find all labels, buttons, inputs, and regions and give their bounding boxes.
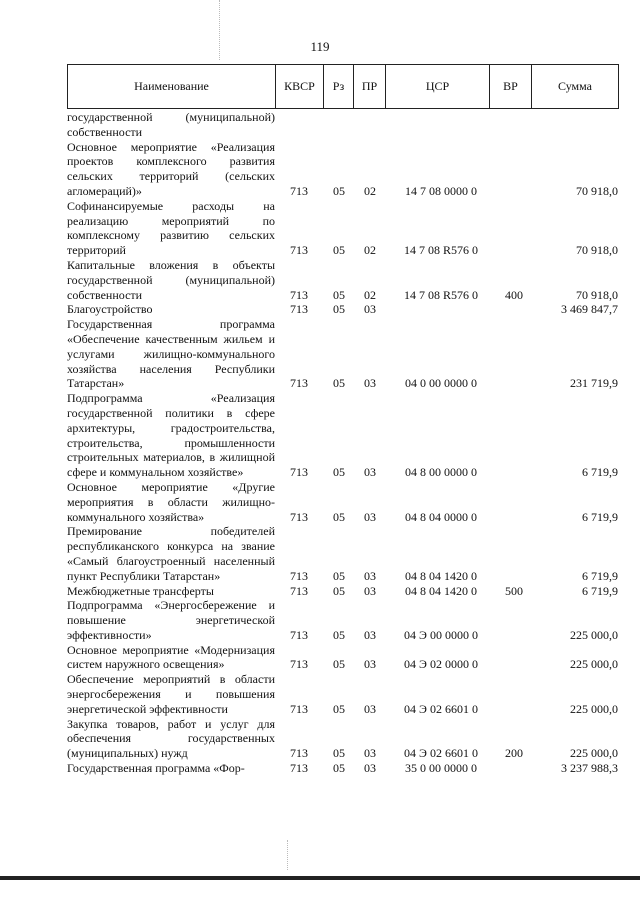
row-rz: 05 <box>333 183 345 198</box>
row-name: Премирование победителей республиканского конкурса на звание «Самый благоустроенный населенный пункт Республики Татарстан» <box>67 524 275 583</box>
row-name: Основное мероприятие «Модернизация систем наружного освещения» <box>67 642 275 672</box>
row-csr: 14 7 08 0000 0 <box>405 183 477 198</box>
row-kvsr: 713 <box>290 746 308 761</box>
table-row <box>67 391 619 480</box>
row-name: Капитальные вложения в объекты государственной (муниципальной) собственности <box>67 257 275 302</box>
row-kvsr: 713 <box>290 583 308 598</box>
table-row <box>67 717 619 761</box>
table-row <box>67 302 619 317</box>
row-sum: 225 000,0 <box>570 746 618 761</box>
row-sum: 70 918,0 <box>576 183 618 198</box>
table-row <box>67 258 619 302</box>
table-row <box>67 672 619 716</box>
row-name: Подпрограмма «Энергосбережение и повышение энергетической эффективности» <box>67 598 275 642</box>
row-pr: 03 <box>364 701 376 716</box>
row-sum: 225 000,0 <box>570 627 618 642</box>
table-row <box>67 584 619 599</box>
row-sum: 225 000,0 <box>570 657 618 672</box>
row-pr: 03 <box>364 302 376 317</box>
row-csr: 04 Э 02 6601 0 <box>404 746 478 761</box>
row-pr: 03 <box>364 465 376 480</box>
row-sum: 6 719,9 <box>582 583 618 598</box>
row-name: Основное мероприятие «Другие мероприятия в области жилищно-коммунального хозяйства» <box>67 479 275 524</box>
row-sum: 70 918,0 <box>576 243 618 258</box>
row-kvsr: 713 <box>290 243 308 258</box>
row-kvsr: 713 <box>290 568 308 583</box>
row-rz: 05 <box>333 465 345 480</box>
row-sum: 6 719,9 <box>582 509 618 524</box>
table-header <box>67 64 619 109</box>
row-name: Подпрограмма «Реализация государственной политики в сфере архитектуры, градостроительства, строительства, промышленности строительных материалов, в жилищной сфере и коммунальном хозяйстве» <box>67 391 275 480</box>
row-kvsr: 713 <box>290 465 308 480</box>
row-kvsr: 713 <box>290 376 308 391</box>
row-csr: 04 Э 02 0000 0 <box>404 657 478 672</box>
row-kvsr: 713 <box>290 627 308 642</box>
row-pr: 03 <box>364 627 376 642</box>
row-pr: 03 <box>364 568 376 583</box>
row-kvsr: 713 <box>290 701 308 716</box>
row-csr: 04 Э 02 6601 0 <box>404 701 478 716</box>
row-pr: 03 <box>364 376 376 391</box>
column-header-vr: ВР <box>490 65 532 108</box>
row-pr: 03 <box>364 761 376 776</box>
table-row <box>67 480 619 524</box>
row-rz: 05 <box>333 627 345 642</box>
row-name: Софинансируемые расходы на реализацию мероприятий по комплексному развитию сельских территорий <box>67 198 275 258</box>
table-body <box>67 110 619 776</box>
row-csr: 04 8 04 1420 0 <box>405 568 477 583</box>
row-rz: 05 <box>333 701 345 716</box>
scan-artifact-line <box>219 0 220 60</box>
row-vr: 400 <box>505 287 523 302</box>
column-header-csr: ЦСР <box>386 65 490 108</box>
row-rz: 05 <box>333 287 345 302</box>
row-name: Закупка товаров, работ и услуг для обеспечения государственных (муниципальных) нужд <box>67 716 275 761</box>
table-row <box>67 199 619 258</box>
column-header-kvsr: КВСР <box>276 65 324 108</box>
row-sum: 225 000,0 <box>570 701 618 716</box>
row-vr: 200 <box>505 746 523 761</box>
row-rz: 05 <box>333 746 345 761</box>
row-kvsr: 713 <box>290 302 308 317</box>
table-row <box>67 140 619 199</box>
row-kvsr: 713 <box>290 509 308 524</box>
table-row <box>67 317 619 391</box>
row-pr: 03 <box>364 583 376 598</box>
row-name: Основное мероприятие «Реализация проектов комплексного развития сельских территорий (сельских агломераций)» <box>67 139 275 198</box>
row-pr: 03 <box>364 509 376 524</box>
table-row <box>67 524 619 583</box>
row-sum: 231 719,9 <box>570 376 618 391</box>
table-row <box>67 598 619 642</box>
table-row <box>67 110 619 140</box>
row-kvsr: 713 <box>290 657 308 672</box>
column-header-sum: Сумма <box>558 79 592 93</box>
row-csr: 04 Э 00 0000 0 <box>404 627 478 642</box>
row-kvsr: 713 <box>290 761 308 776</box>
row-pr: 02 <box>364 183 376 198</box>
row-sum: 70 918,0 <box>576 287 618 302</box>
table-row <box>67 643 619 673</box>
row-csr: 35 0 00 0000 0 <box>405 761 477 776</box>
row-name: государственной (муниципальной) собственности <box>67 110 275 139</box>
row-rz: 05 <box>333 302 345 317</box>
row-rz: 05 <box>333 509 345 524</box>
column-header-name: Наименование <box>68 65 276 108</box>
row-rz: 05 <box>333 376 345 391</box>
row-rz: 05 <box>333 243 345 258</box>
column-header-pr: ПР <box>354 65 386 108</box>
row-csr: 04 8 00 0000 0 <box>405 465 477 480</box>
row-sum: 6 719,9 <box>582 568 618 583</box>
row-csr: 14 7 08 R576 0 <box>403 243 478 258</box>
row-name: Государственная программа «Обеспечение качественным жильем и услугами жилищно-коммунального хозяйства населения Республики Татарстан» <box>67 317 275 391</box>
row-kvsr: 713 <box>290 183 308 198</box>
scan-border <box>0 876 640 880</box>
row-vr: 500 <box>505 583 523 598</box>
row-rz: 05 <box>333 657 345 672</box>
row-pr: 02 <box>364 287 376 302</box>
row-sum: 3 237 988,3 <box>561 761 618 776</box>
column-header-rz: Рз <box>324 65 354 108</box>
row-name: Межбюджетные трансферты <box>67 583 214 598</box>
row-csr: 14 7 08 R576 0 <box>403 287 478 302</box>
row-sum: 6 719,9 <box>582 465 618 480</box>
row-csr: 04 8 04 0000 0 <box>405 509 477 524</box>
row-pr: 03 <box>364 657 376 672</box>
row-rz: 05 <box>333 583 345 598</box>
row-csr: 04 8 04 1420 0 <box>405 583 477 598</box>
row-name: Благоустройство <box>67 302 153 317</box>
row-rz: 05 <box>333 761 345 776</box>
row-pr: 02 <box>364 243 376 258</box>
row-kvsr: 713 <box>290 287 308 302</box>
table-row <box>67 761 619 776</box>
row-sum: 3 469 847,7 <box>561 302 618 317</box>
row-name: Государственная программа «Фор- <box>67 761 245 776</box>
row-name: Обеспечение мероприятий в области энергосбережения и повышения энергетической эффективности <box>67 672 275 716</box>
row-rz: 05 <box>333 568 345 583</box>
row-pr: 03 <box>364 746 376 761</box>
page-number: 119 <box>310 39 330 54</box>
scan-artifact-line <box>287 840 288 870</box>
row-csr: 04 0 00 0000 0 <box>405 376 477 391</box>
